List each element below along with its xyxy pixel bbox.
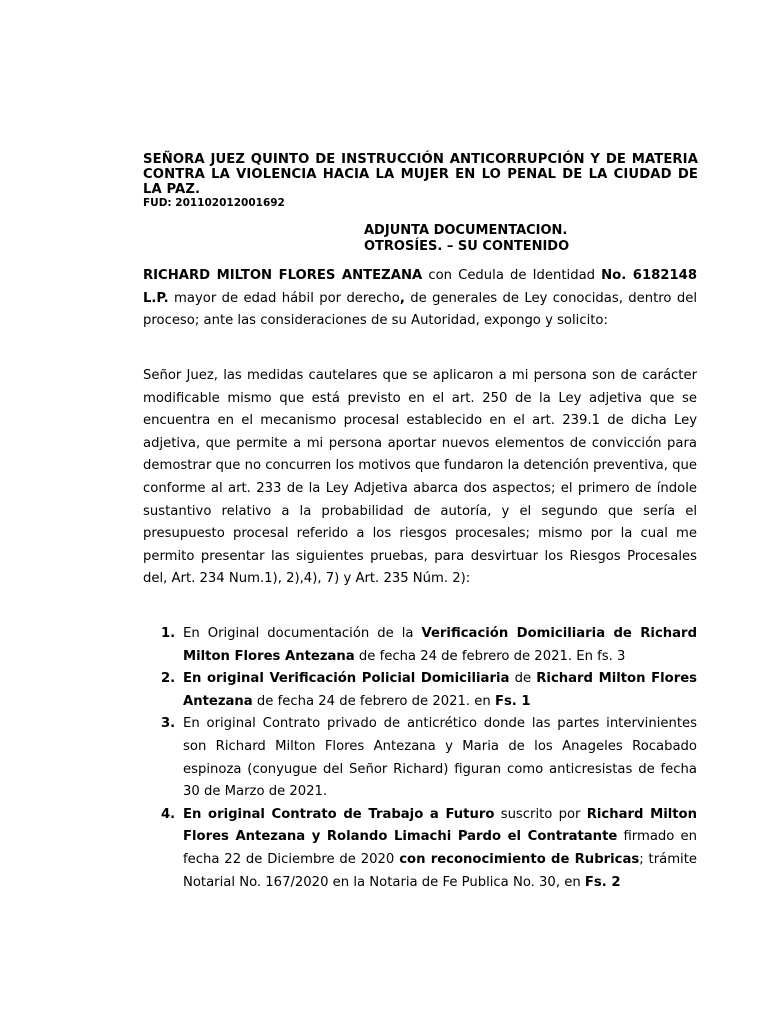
intro-comma: , (399, 290, 405, 306)
list-item-number: 4. (161, 806, 176, 822)
list-item-number: 2. (161, 671, 176, 687)
item-bold-text: En original Contrato de Trabajo a Futuro (183, 806, 495, 822)
list-item-number: 1. (161, 626, 176, 641)
item-text: En original Contrato privado de anticrético donde las partes intervinientes son Richard Milton Flores Antezana y Maria de los Anageles Rocabado espinoza (conyugue del Señor Richard) figuran como anticresistas de fecha 30 de Marzo de 2021. (183, 716, 697, 800)
item-bold-text: con reconocimiento de Rubricas (399, 851, 640, 867)
item-bold-text: Fs. 2 (584, 874, 621, 890)
item-text: En Original documentación de la (183, 626, 422, 641)
intro-text-2: mayor de edad hábil por derecho (168, 290, 400, 306)
intro-text-3: de generales de Ley conocidas, dentro del proceso; ante las consideraciones de su Autoridad, expongo y solicito: (143, 290, 697, 329)
item-bold-text: Fs. 1 (494, 693, 531, 709)
evidence-list (143, 623, 697, 894)
court-heading: SEÑORA JUEZ QUINTO DE INSTRUCCIÓN ANTICORRUPCIÓN Y DE MATERIA CONTRA LA VIOLENCIA HACIA LA MUJER EN LO PENAL DE LA CIUDAD DE LA PAZ. (143, 152, 698, 197)
item-text: de (509, 671, 537, 687)
item-text: suscrito por (494, 806, 587, 822)
item-text: de fecha 24 de febrero de 2021. En fs. 3 (354, 648, 626, 664)
item-text: de fecha 24 de febrero de 2021. en (252, 693, 495, 709)
item-bold-text: Richard Milton Flores Antezana y Rolando Limachi Pardo el Contratante (183, 806, 697, 845)
reference-line-1: ADJUNTA DOCUMENTACION. (364, 223, 568, 238)
body-paragraph: Señor Juez, las medidas cautelares que se aplicaron a mi persona son de carácter modificable mismo que está previsto en el art. 250 de la Ley adjetiva que se encuentra en el mecanismo procesal establecido en el art. 239.1 de dicha Ley adjetiva, que permite a mi persona aportar nuevos elementos de convicción para demostrar que no concurren los motivos que fundaron la detención preventiva, que conforme al art. 233 de la Ley Adjetiva abarca dos aspectos; el primero de índole sustantivo relativo a la probabilidad de autoría, y el segundo que sería el presupuesto procesal referido a los riesgos procesales; mismo por la cual me permito presentar las siguientes pruebas, para desvirtuar los Riesgos Procesales del, Art. 234 Num.1), 2),4), 7) y Art. 235 Núm. 2): (143, 368, 697, 587)
item-text: firmado en fecha 22 de Diciembre de 2020 (183, 829, 697, 867)
item-bold-text: Richard Milton Flores Antezana (183, 671, 697, 709)
list-item (143, 623, 697, 668)
item-bold-text: En original Verificación Policial Domiciliaria (183, 671, 510, 687)
item-text: ; trámite Notarial No. 167/2020 en la Notaria de Fe Publica No. 30, en (183, 851, 697, 890)
reference-block (364, 223, 569, 255)
item-bold-text: Verificación Domiciliaria de Richard Milton Flores Antezana (183, 626, 698, 664)
fud-number: FUD: 201102012001692 (143, 197, 285, 209)
intro-text-1: con Cedula de Identidad (422, 268, 602, 283)
list-item (143, 713, 697, 803)
intro-paragraph (143, 265, 697, 333)
petitioner-name: RICHARD MILTON FLORES ANTEZANA (143, 268, 423, 283)
list-item (143, 668, 697, 713)
reference-line-2: OTROSÍES. – SU CONTENIDO (364, 239, 570, 254)
list-item-number: 3. (161, 716, 176, 732)
id-number: No. 6182148 L.P. (143, 268, 697, 306)
list-item (143, 804, 697, 894)
